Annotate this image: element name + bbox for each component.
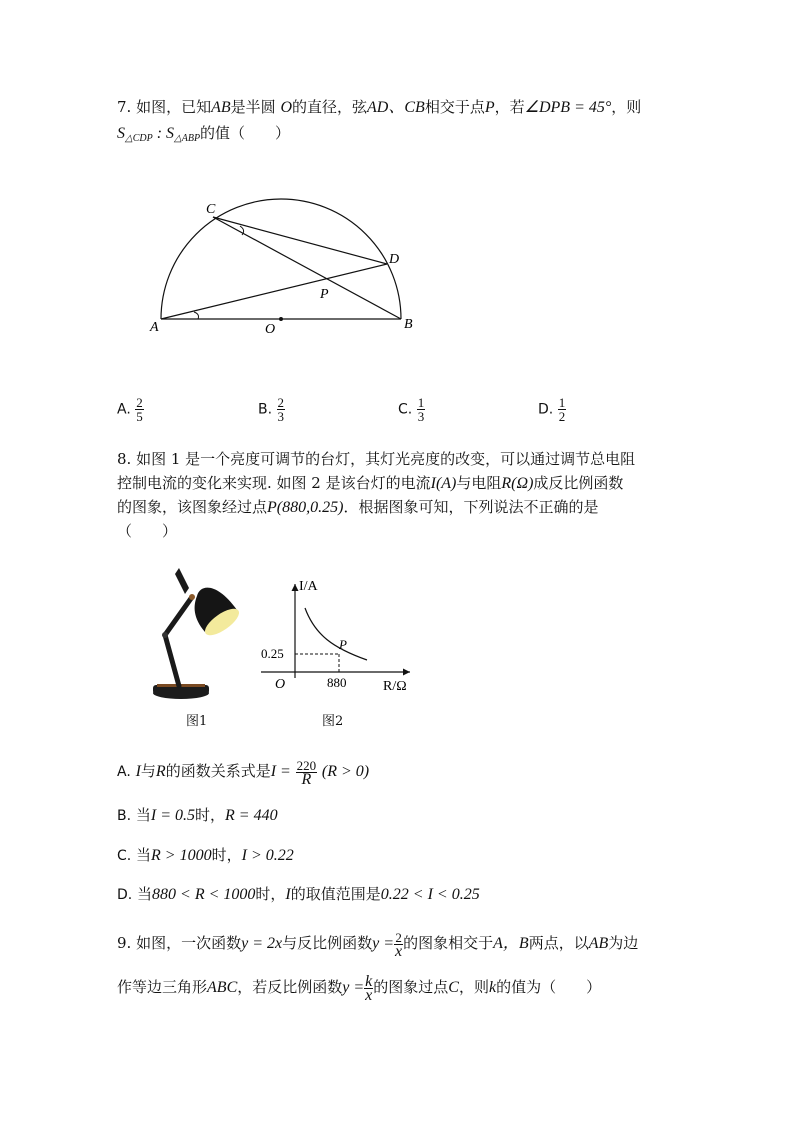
q8-point: P(880,0.25) [267, 499, 344, 516]
label-p: P [320, 287, 329, 302]
label-o: O [265, 322, 276, 337]
math: y = [342, 979, 365, 996]
math: R > 1000 [151, 847, 212, 864]
math: I [135, 763, 141, 780]
q7-stem-line1 [117, 94, 641, 121]
q8-text: 成反比例函数 [533, 474, 624, 492]
text: 的值为（ ） [496, 978, 602, 996]
q7-s1-sub: △CDP [125, 133, 153, 144]
q9-number: 9. [117, 934, 132, 952]
x-tick-label: 880 [327, 675, 347, 690]
q8-resistance: R(Ω) [501, 475, 534, 492]
center-point [279, 317, 283, 321]
q7-number: 7. [117, 98, 132, 116]
q8-stem-line3 [117, 494, 598, 521]
q8-stem-line2 [117, 470, 623, 497]
fig1-caption: 图1 [186, 714, 208, 729]
semicircle-arc [161, 199, 401, 319]
inverse-curve [305, 608, 367, 660]
text: 作等边三角形 [117, 978, 208, 996]
q8-option-d[interactable] [117, 881, 480, 908]
q7-text: ，若 [494, 98, 525, 116]
option-fraction: $\frac{1}{3}$ [417, 395, 425, 424]
text: 为边 [608, 934, 639, 952]
fraction-2-over-x: $\frac{2}{x}$ [395, 929, 403, 960]
current-resistance-graph [255, 570, 425, 700]
math: I [285, 886, 291, 903]
option-label: C. [398, 401, 413, 418]
q8-option-c[interactable] [117, 842, 294, 869]
math: I > 0.22 [241, 847, 294, 864]
q7-option-d[interactable] [538, 396, 566, 423]
q9-stem-line1 [117, 928, 638, 959]
text: 如图，一次函数 [136, 934, 242, 952]
desk-lamp-illustration [145, 560, 250, 705]
q8-text: ．根据图象可知，下列说法不正确的是 [343, 498, 599, 516]
segment-cd [213, 217, 387, 264]
q8-text: 与电阻 [456, 474, 502, 492]
math: 0.22 < I < 0.25 [380, 886, 480, 903]
angle-mark-c [240, 226, 244, 235]
option-fraction: $\frac{2}{5}$ [136, 395, 143, 424]
text: 的图象过点 [373, 978, 449, 996]
q7-stem-line2 [117, 120, 290, 152]
text: 当 [137, 885, 153, 903]
option-label: B. [117, 808, 132, 824]
text: 当 [135, 806, 151, 824]
q7-text: 的值（ ） [200, 124, 291, 142]
q8-text: 如图 1 是一个亮度可调节的台灯，其灯光亮度的改变，可以通过调节总电阻 [136, 450, 636, 468]
q8-stem-line4 [117, 518, 177, 544]
label-d: D [389, 252, 400, 267]
math: 880 < R < 1000 [152, 886, 256, 903]
q7-semicircle-figure [140, 195, 430, 340]
option-label: C. [117, 848, 132, 864]
option-fraction: $\frac{1}{2}$ [558, 395, 566, 424]
math: k [488, 979, 497, 996]
math: R = 440 [225, 807, 278, 824]
q9-stem-line2 [117, 972, 601, 1003]
math: y = [372, 935, 395, 952]
y-axis-label: I/A [299, 579, 318, 594]
text: ，则 [458, 978, 489, 996]
option-label: D. [117, 887, 133, 903]
option-label: B. [258, 401, 273, 418]
q7-o: O [280, 99, 293, 116]
text: ，若反比例函数 [237, 978, 343, 996]
q7-text: ，则 [611, 98, 642, 116]
option-label: A. [117, 764, 131, 780]
x-axis-label: R/Ω [383, 679, 407, 694]
q7-s2-sub: △ABP [174, 133, 201, 144]
text: 的取值范围是 [290, 885, 381, 903]
q7-text: 的直径，弦 [292, 98, 368, 116]
text: 时， [194, 806, 225, 824]
text: 的图象相交于 [403, 934, 494, 952]
q7-ab: AB [211, 99, 231, 116]
label-b: B [404, 317, 413, 332]
q8-option-a[interactable] [117, 758, 369, 786]
option-fraction: $\frac{2}{3}$ [277, 395, 285, 424]
text: 与 [140, 762, 156, 780]
origin-label: O [275, 677, 286, 692]
math: C [448, 979, 459, 996]
q7-s2: S [166, 125, 175, 142]
q7-angle: ∠DPB = 45° [524, 99, 612, 116]
math: I = 0.5 [150, 807, 195, 824]
fig2-caption: 图2 [322, 714, 344, 729]
math: I = [270, 763, 291, 780]
q8-number: 8. [117, 450, 132, 468]
chord-ad [161, 264, 387, 319]
text: 当 [136, 846, 152, 864]
math: R [155, 763, 166, 780]
q8-text: 控制电流的变化来实现. 如图 2 是该台灯的电流 [117, 474, 431, 492]
text: 与反比例函数 [282, 934, 373, 952]
q7-p: P [484, 99, 495, 116]
math: ABC [207, 979, 238, 996]
q7-colon: : [152, 125, 167, 142]
q7-adcb: AD、CB [367, 99, 425, 116]
q7-option-c[interactable] [398, 396, 425, 423]
math: A，B [493, 935, 529, 952]
q8-stem-line1 [117, 446, 635, 472]
y-tick-label: 0.25 [261, 646, 284, 661]
math: y = 2x [241, 935, 283, 952]
q7-option-b[interactable] [258, 396, 285, 423]
text: 时， [255, 885, 286, 903]
label-c: C [206, 202, 216, 217]
q7-text: 是半圆 [230, 98, 276, 116]
angle-mark-a [194, 312, 199, 319]
q8-current: I(A) [430, 475, 457, 492]
fraction-k-over-x: $\frac{k}{x}$ [365, 972, 373, 1004]
q7-s1: S [117, 125, 125, 142]
math: (R > 0) [321, 763, 370, 780]
text: 两点，以 [528, 934, 589, 952]
q7-option-a[interactable] [117, 396, 144, 423]
fraction-220-over-r: $\frac{220}{R}$ [296, 757, 317, 788]
q8-text: （ ） [117, 522, 178, 540]
text: 的函数关系式是 [165, 762, 271, 780]
q8-text: 的图象，该图象经过点 [117, 498, 268, 516]
q7-text: 如图，已知 [136, 98, 212, 116]
q8-option-b[interactable] [117, 802, 278, 829]
math: AB [588, 935, 609, 952]
option-label: D. [538, 401, 554, 418]
q7-text: 相交于点 [424, 98, 485, 116]
point-p-label: P [339, 637, 347, 652]
option-label: A. [117, 401, 131, 418]
label-a: A [150, 320, 159, 335]
text: 时， [211, 846, 242, 864]
